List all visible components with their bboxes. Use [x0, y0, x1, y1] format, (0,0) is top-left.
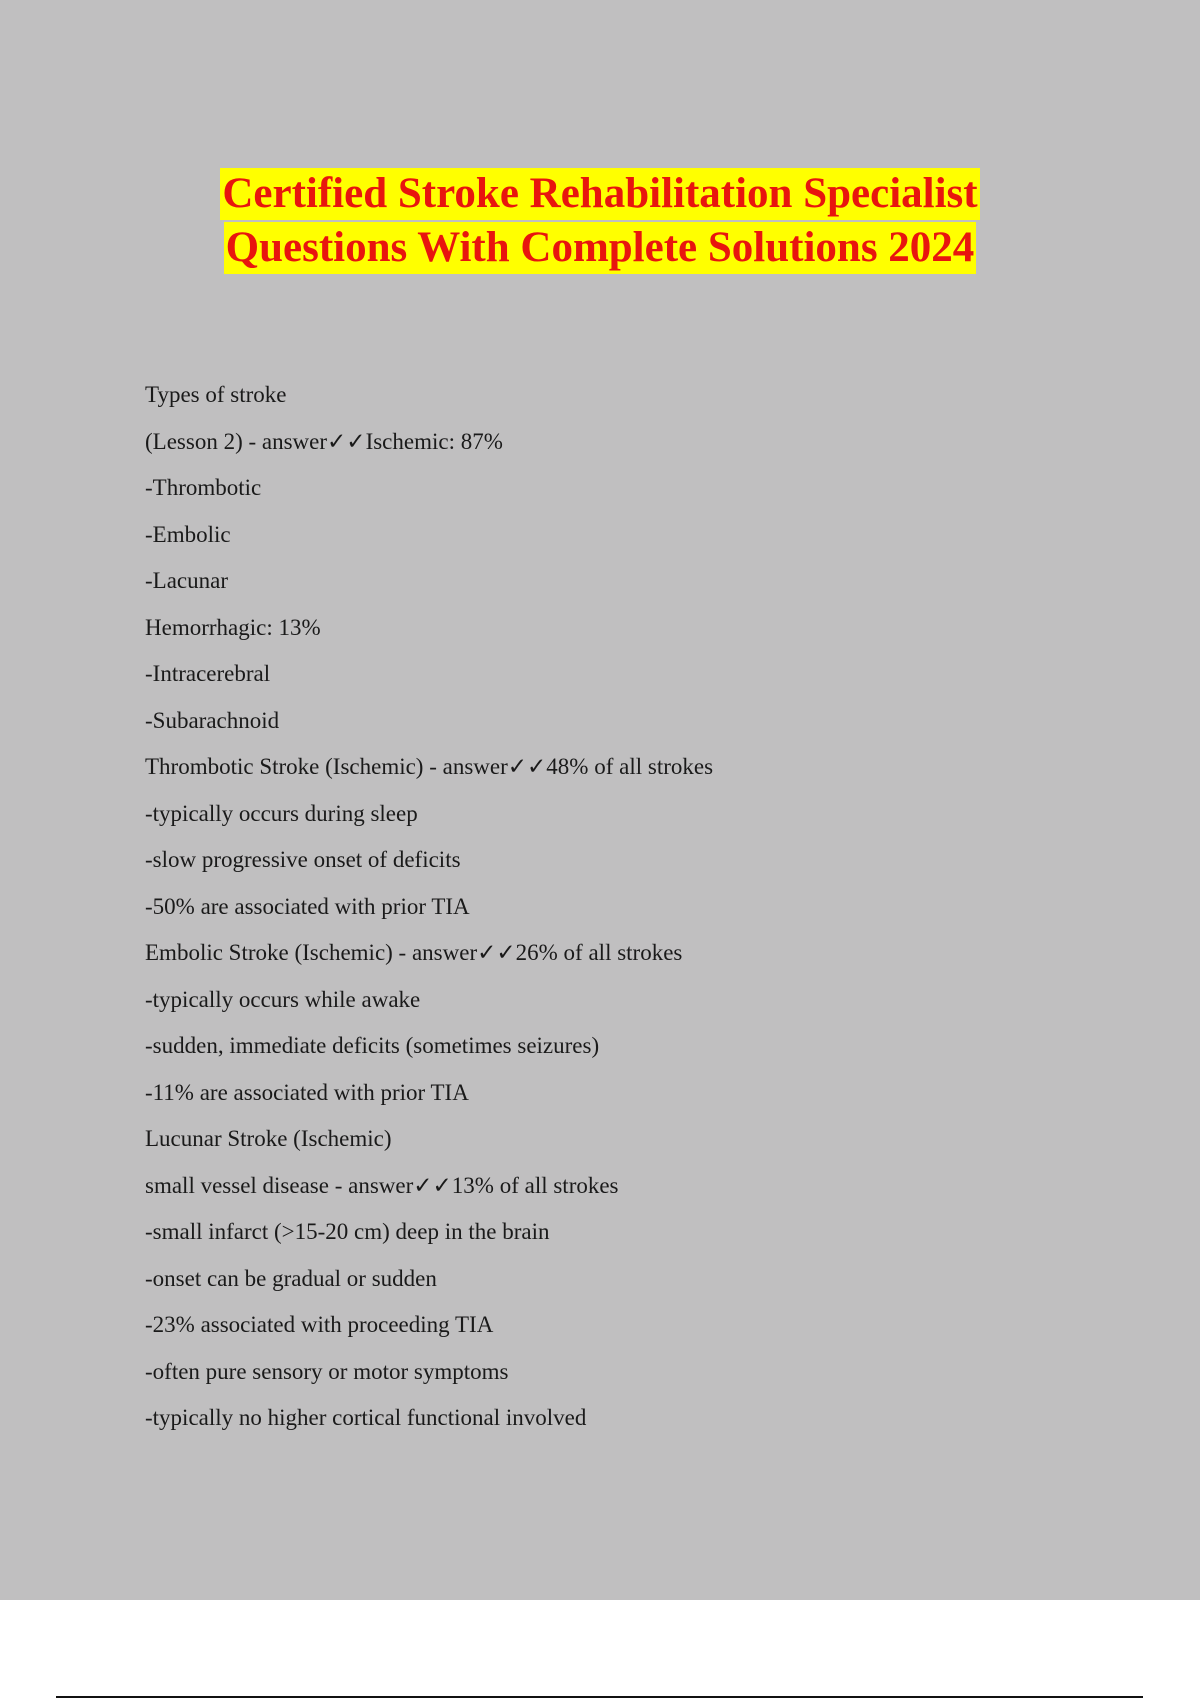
text-line: -23% associated with proceeding TIA — [145, 1312, 494, 1337]
document-body — [145, 380, 1145, 1450]
text-line: -Embolic — [145, 521, 231, 547]
text-line: Types of stroke — [145, 382, 287, 407]
text-line: -50% are associated with prior TIA — [145, 893, 470, 919]
text-line: Embolic Stroke (Ischemic) - answer✓✓26% of all strokes — [145, 940, 683, 965]
text-line: -Lacunar — [145, 568, 228, 593]
text-line: Thrombotic Stroke (Ischemic) - answer✓✓48% of all strokes — [145, 754, 714, 779]
text-line: -11% are associated with prior TIA — [145, 1079, 469, 1105]
title-line-2: Questions With Complete Solutions 2024 — [224, 222, 977, 274]
text-line: -small infarct (>15-20 cm) deep in the brain — [145, 1219, 550, 1244]
text-line: (Lesson 2) - answer✓✓Ischemic: 87% — [145, 428, 503, 454]
text-line: -Intracerebral — [145, 661, 271, 686]
text-line: Hemorrhagic: 13% — [145, 614, 321, 640]
title-line-1: Certified Stroke Rehabilitation Specialist — [220, 168, 979, 220]
text-line: -typically occurs while awake — [145, 986, 421, 1012]
text-line: -often pure sensory or motor symptoms — [145, 1358, 509, 1384]
text-line: Lucunar Stroke (Ischemic) — [145, 1126, 392, 1151]
text-line: -Subarachnoid — [145, 707, 280, 733]
text-line: small vessel disease - answer✓✓13% of all strokes — [145, 1172, 619, 1198]
document-title — [0, 168, 1200, 276]
text-line: -onset can be gradual or sudden — [145, 1265, 437, 1291]
text-line: -Thrombotic — [145, 475, 262, 500]
footer-divider — [56, 1696, 1143, 1698]
text-line: -typically no higher cortical functional involved — [145, 1405, 587, 1430]
text-line: -slow progressive onset of deficits — [145, 847, 461, 872]
text-line: -sudden, immediate deficits (sometimes seizures) — [145, 1033, 600, 1058]
text-line: -typically occurs during sleep — [145, 800, 418, 826]
